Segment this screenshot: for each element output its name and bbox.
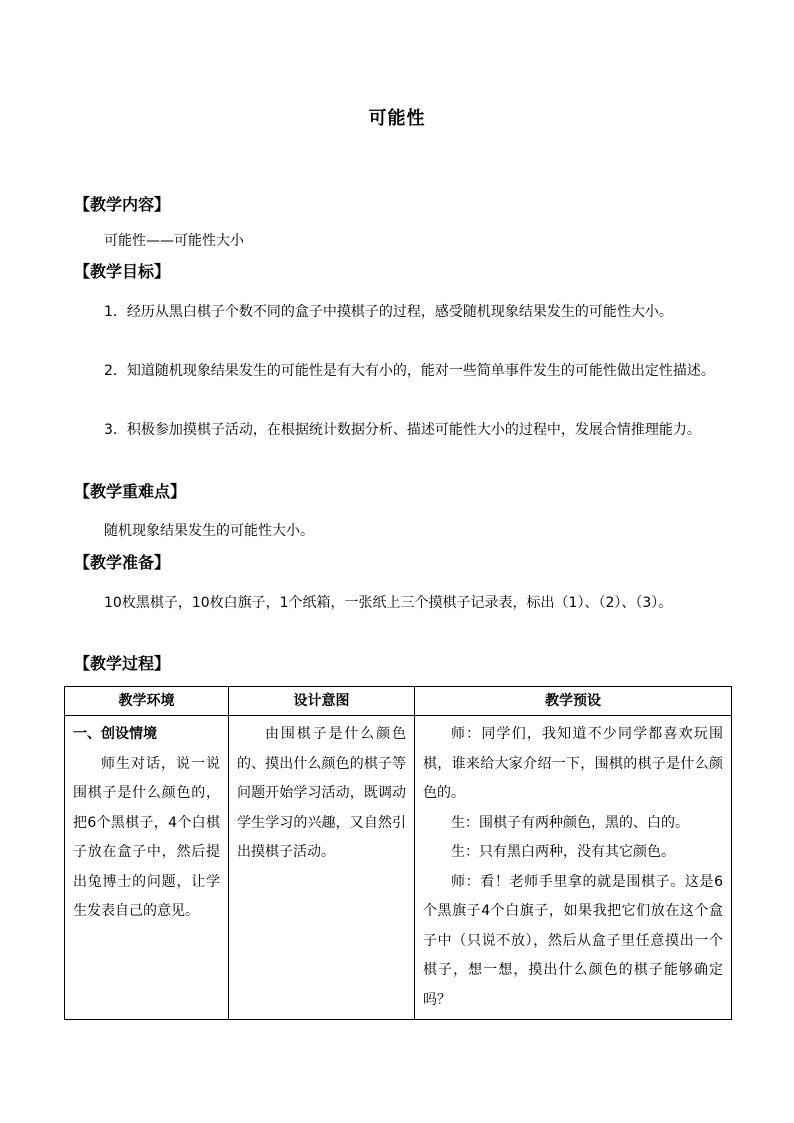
dialogue-line: 师：同学们，我知道不少同学都喜欢玩围棋，谁来给大家介绍一下，围棋的棋子是什么颜色的。 bbox=[423, 726, 723, 801]
heading-goals: 【教学目标】 bbox=[74, 262, 171, 281]
table-header-row bbox=[65, 687, 732, 716]
table-row bbox=[65, 716, 732, 1020]
preparation-text: 10枚黑棋子，10枚白旗子，1个纸箱，一张纸上三个摸棋子记录表，标出（1）、（2）、（3）。 bbox=[104, 595, 673, 611]
dialogue-line: 生：只有黑白两种，没有其它颜色。 bbox=[451, 844, 675, 860]
page-title: 可能性 bbox=[368, 108, 426, 129]
cell-teaching-plan bbox=[415, 716, 732, 1020]
stage-description: 师生对话，说一说围棋子是什么颜色的，把6个黑棋子，4个白棋子放在盒子中，然后提出兔博士的问题，让学生发表自己的意见。 bbox=[73, 755, 220, 919]
cell-design-intent bbox=[229, 716, 415, 1020]
header-teaching-environment: 教学环境 bbox=[65, 687, 229, 716]
lesson-process-table bbox=[64, 686, 732, 1020]
goal-item-1: 1．经历从黑白棋子个数不同的盒子中摸棋子的过程，感受随机现象结果发生的可能性大小。 bbox=[104, 304, 673, 320]
dialogue-line: 师：看！老师手里拿的就是围棋子。这是6个黑旗子4个白旗子，如果我把它们放在这个盒子中（只说不放），然后从盒子里任意摸出一个棋子，想一想，摸出什么颜色的棋子能够确定吗？ bbox=[423, 873, 723, 1008]
heading-key-points: 【教学重难点】 bbox=[74, 482, 187, 501]
heading-content: 【教学内容】 bbox=[74, 195, 171, 214]
content-text: 可能性——可能性大小 bbox=[104, 233, 244, 249]
stage-title: 一、创设情境 bbox=[73, 726, 157, 742]
dialogue-line: 生：围棋子有两种颜色，黑的、白的。 bbox=[451, 814, 689, 831]
heading-process: 【教学过程】 bbox=[74, 654, 171, 673]
design-intent-text: 由围棋子是什么颜色的、摸出什么颜色的棋子等问题开始学习活动，既调动学生学习的兴趣，又自然引出摸棋子活动。 bbox=[237, 726, 406, 860]
goal-item-3: 3．积极参加摸棋子活动，在根据统计数据分析、描述可能性大小的过程中，发展合情推理能力。 bbox=[104, 422, 701, 438]
cell-teaching-environment bbox=[65, 716, 229, 1020]
header-teaching-plan: 教学预设 bbox=[415, 687, 732, 716]
header-design-intent: 设计意图 bbox=[229, 687, 415, 716]
goal-item-2: 2．知道随机现象结果发生的可能性是有大有小的，能对一些简单事件发生的可能性做出定性描述。 bbox=[104, 363, 715, 379]
key-points-text: 随机现象结果发生的可能性大小。 bbox=[104, 523, 314, 539]
heading-preparation: 【教学准备】 bbox=[74, 553, 171, 572]
